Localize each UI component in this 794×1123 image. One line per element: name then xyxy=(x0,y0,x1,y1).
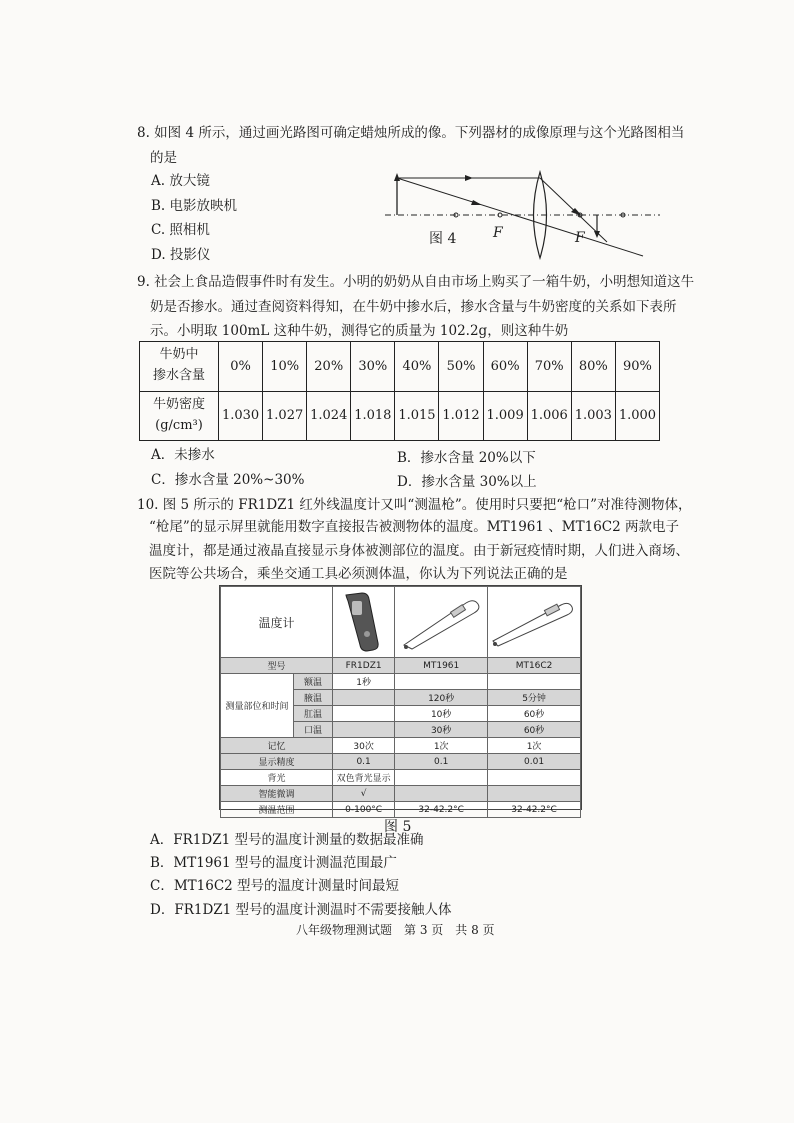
q8-stem-line2: 的是 xyxy=(150,150,177,166)
table-cell: 1.030 xyxy=(219,391,263,441)
q9-line3: 示。小明取 100mL 这种牛奶，测得它的质量为 102.2g，则这种牛奶 xyxy=(150,323,569,339)
table-cell: 测温范围 xyxy=(221,802,333,818)
table-cell: 1.024 xyxy=(307,391,351,441)
q8-stem-line1: 8. 如图 4 所示，通过画光路图可确定蜡烛所成的像。下列器材的成像原理与这个光路图相当 xyxy=(137,125,685,141)
table-cell xyxy=(395,770,488,786)
figure5-caption: 图 5 xyxy=(384,819,412,835)
table-cell: 32-42.2°C xyxy=(488,802,581,818)
table-cell: 0.1 xyxy=(395,754,488,770)
q9-line2: 奶是否掺水。通过查阅资料得知，在牛奶中掺水后，掺水含量与牛奶密度的关系如下表所 xyxy=(150,299,677,315)
table-cell: 20% xyxy=(307,342,351,392)
table-cell: 腋温 xyxy=(294,690,333,706)
table-cell: 60秒 xyxy=(488,706,581,722)
table-cell: 1.003 xyxy=(571,391,615,441)
table-row xyxy=(140,391,660,441)
q10-option-b: B．MT1961 型号的温度计测温范围最广 xyxy=(150,855,397,871)
optics-diagram xyxy=(385,160,665,260)
table-cell: 双色背光显示 xyxy=(333,770,395,786)
q9-option-a: A．未掺水 xyxy=(151,447,215,463)
q9-option-b: B．掺水含量 20%以下 xyxy=(397,450,536,466)
figure4-caption: 图 4 xyxy=(429,231,457,247)
table-cell: 32-42.2°C xyxy=(395,802,488,818)
focus-label-1: F xyxy=(493,225,503,241)
q10-option-d: D．FR1DZ1 型号的温度计测温时不需要接触人体 xyxy=(150,902,452,918)
table-cell: 1.018 xyxy=(351,391,395,441)
table-cell: 40% xyxy=(395,342,439,392)
table-cell: 30% xyxy=(351,342,395,392)
table-cell: 1.000 xyxy=(615,391,659,441)
table-cell: 70% xyxy=(527,342,571,392)
q10-line1: 10. 图 5 所示的 FR1DZ1 红外线温度计又叫“测温枪”。使用时只要把“枪口”对准待测物体， xyxy=(137,497,692,513)
q10-option-c: C．MT16C2 型号的温度计测量时间最短 xyxy=(150,878,400,894)
table-cell: 5分钟 xyxy=(488,690,581,706)
mt1961-image xyxy=(395,587,488,658)
table-cell xyxy=(488,674,581,690)
focus-label-2: F xyxy=(575,230,585,246)
table-cell: 1.027 xyxy=(263,391,307,441)
q10-line3: 温度计，都是通过液晶直接显示身体被测部位的温度。由于新冠疫情时期，人们进入商场、 xyxy=(149,543,689,559)
table-cell: 记忆 xyxy=(221,738,333,754)
table-cell xyxy=(333,706,395,722)
q8-option-d: D. 投影仪 xyxy=(151,247,211,263)
q9-option-c: C．掺水含量 20%~30% xyxy=(151,472,305,488)
table-cell: 肛温 xyxy=(294,706,333,722)
table-cell: √ xyxy=(333,786,395,802)
table-cell: 显示精度 xyxy=(221,754,333,770)
table-cell xyxy=(395,674,488,690)
table-corner-label: 温度计 xyxy=(221,587,333,658)
table-cell: 口温 xyxy=(294,722,333,738)
table-cell: 1.012 xyxy=(439,391,483,441)
table-cell: 0.01 xyxy=(488,754,581,770)
table-cell: 60秒 xyxy=(488,722,581,738)
table-cell: 0% xyxy=(219,342,263,392)
water-content-header: 牛奶中 掺水含量 xyxy=(140,342,219,392)
q10-line2: “枪尾”的显示屏里就能用数字直接报告被测物体的温度。MT1961 、MT16C2 两款电子 xyxy=(149,519,679,535)
table-cell: 1秒 xyxy=(333,674,395,690)
q9-line1: 9. 社会上食品造假事件时有发生。小明的奶奶从自由市场上购买了一箱牛奶，小明想知道这牛 xyxy=(137,274,695,290)
fr1dz1-image xyxy=(333,587,395,658)
thermometer-comparison-table xyxy=(219,585,582,816)
table-cell xyxy=(488,786,581,802)
table-cell: 120秒 xyxy=(395,690,488,706)
table-cell: 10% xyxy=(263,342,307,392)
table-cell: 额温 xyxy=(294,674,333,690)
table-cell: 1.015 xyxy=(395,391,439,441)
q10-line4: 医院等公共场合，乘坐交通工具必须测体温，你认为下列说法正确的是 xyxy=(149,566,568,582)
model-label: 型号 xyxy=(221,658,333,674)
q10-option-a: A．FR1DZ1 型号的温度计测量的数据最准确 xyxy=(150,832,424,848)
table-cell: 1次 xyxy=(488,738,581,754)
q8-option-b: B. 电影放映机 xyxy=(151,198,238,214)
table-cell xyxy=(395,786,488,802)
measure-label: 测量部位和时间 xyxy=(221,674,294,738)
table-cell xyxy=(333,690,395,706)
table-cell: FR1DZ1 xyxy=(333,658,395,674)
table-cell: 1次 xyxy=(395,738,488,754)
table-cell: 50% xyxy=(439,342,483,392)
table-cell xyxy=(488,770,581,786)
table-cell: MT16C2 xyxy=(488,658,581,674)
digital-thermometer-icon xyxy=(493,603,572,646)
table-cell: 60% xyxy=(483,342,527,392)
milk-density-table xyxy=(139,341,660,441)
table-cell: 80% xyxy=(571,342,615,392)
table-cell: 30秒 xyxy=(395,722,488,738)
table-cell xyxy=(333,722,395,738)
table-cell: 0.1 xyxy=(333,754,395,770)
page-footer: 八年级物理测试题 第 3 页 共 8 页 xyxy=(296,923,495,937)
table-cell: 1.006 xyxy=(527,391,571,441)
table-cell: MT1961 xyxy=(395,658,488,674)
table-cell: 1.009 xyxy=(483,391,527,441)
table-row xyxy=(140,342,660,392)
table-cell: 智能微调 xyxy=(221,786,333,802)
infrared-thermometer-icon xyxy=(346,593,378,651)
q8-option-a: A. 放大镜 xyxy=(151,173,210,189)
table-cell: 背光 xyxy=(221,770,333,786)
table-cell: 30次 xyxy=(333,738,395,754)
density-header: 牛奶密度 (g/cm³) xyxy=(140,391,219,441)
q8-option-c: C. 照相机 xyxy=(151,222,210,238)
q9-option-d: D．掺水含量 30%以上 xyxy=(397,474,537,490)
digital-thermometer-icon xyxy=(404,600,479,648)
table-cell: 0-100°C xyxy=(333,802,395,818)
mt16c2-image xyxy=(488,587,581,658)
table-cell: 90% xyxy=(615,342,659,392)
table-cell: 10秒 xyxy=(395,706,488,722)
